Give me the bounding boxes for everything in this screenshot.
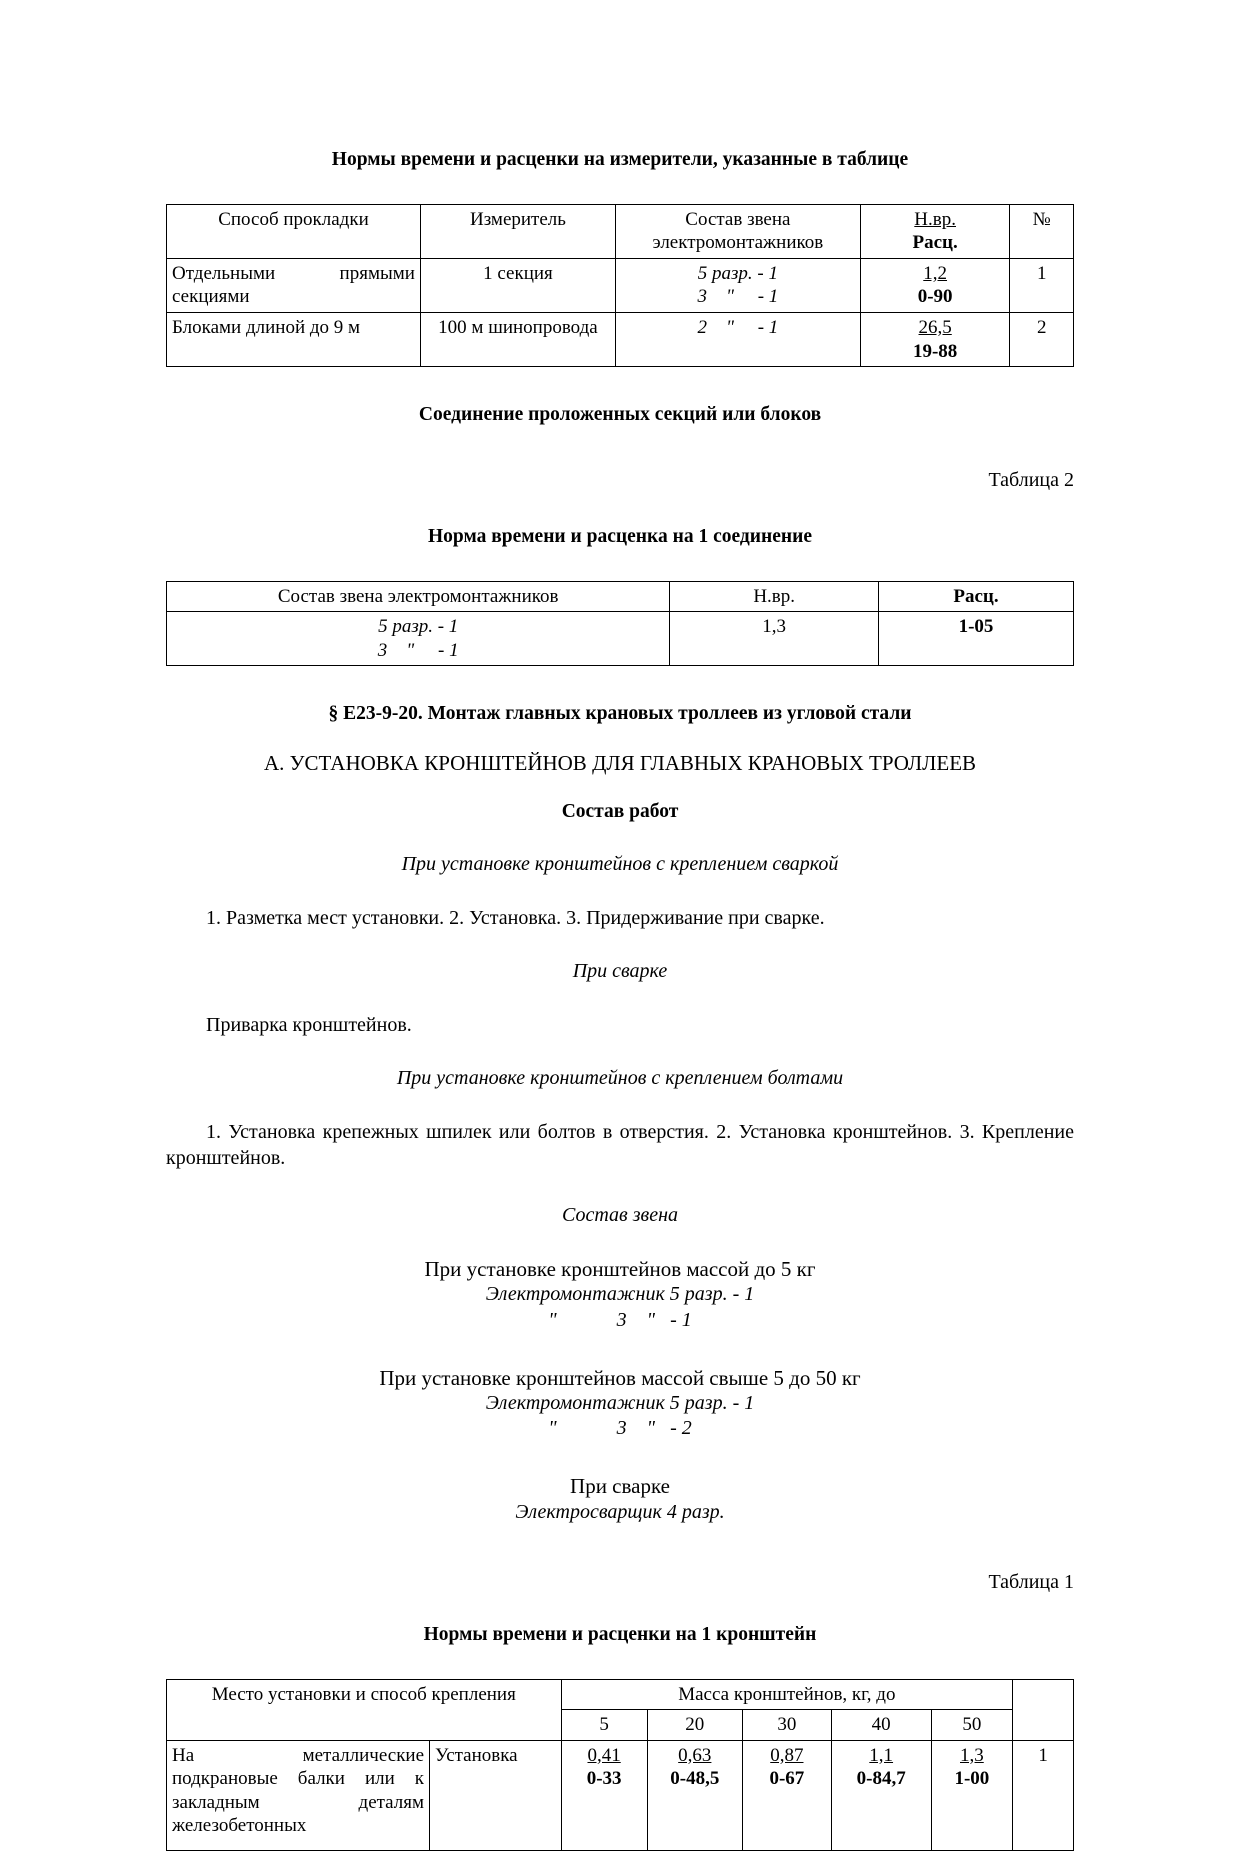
cell-norm-rate — [860, 258, 1010, 312]
cell-text-norm: 1,2 — [923, 262, 948, 284]
table1-caption: Нормы времени и расценки на измерители, указанные в таблице — [331, 149, 909, 170]
header-label-rate: Расц. — [953, 585, 999, 607]
cell-value-mass-50 — [931, 1740, 1013, 1850]
crew-line-upto-5kg-1: Электромонтажник 5 разр. - 1 — [485, 1283, 755, 1306]
crew-condition-welding: При сварке — [570, 1474, 670, 1499]
header-cell-mass-40 — [831, 1710, 931, 1741]
cell-rate — [878, 612, 1073, 666]
cell-text-norm-30: 0,87 — [770, 1744, 804, 1766]
header-cell-number — [1013, 1679, 1074, 1740]
cell-norm-wrap-30 — [748, 1744, 826, 1768]
header-cell-mass-20 — [647, 1710, 742, 1741]
table-row-header — [167, 204, 1074, 258]
cell-value-mass-40 — [831, 1740, 931, 1850]
cell-value-mass-30 — [742, 1740, 831, 1850]
cell-text-rate-20: 0-48,5 — [670, 1768, 720, 1790]
cell-text-operation: Установка — [435, 1744, 518, 1766]
header-cell-crew — [167, 581, 670, 612]
cell-norm-wrap-50 — [937, 1744, 1008, 1768]
paragraph-heading: § Е23-9-20. Монтаж главных крановых троллеев из угловой стали — [328, 703, 912, 725]
section-subheading: А. УСТАНОВКА КРОНШТЕЙНОВ ДЛЯ ГЛАВНЫХ КРАНОВЫХ ТРОЛЛЕЕВ — [263, 751, 977, 776]
cell-text-number: 1 — [1036, 262, 1047, 284]
cell-value-mass-5 — [561, 1740, 647, 1850]
cell-number — [1010, 258, 1074, 312]
cell-norm-wrap-40 — [837, 1744, 926, 1768]
works-composition-title: Состав работ — [561, 801, 679, 823]
cell-value-mass-20 — [647, 1740, 742, 1850]
case-title-bolt-mount: При установке кронштейнов с креплением болтами — [396, 1067, 844, 1090]
table-row — [167, 312, 1074, 366]
crew-composition-title: Состав звена — [561, 1204, 678, 1227]
cell-unit — [420, 258, 615, 312]
header-cell-norm — [670, 581, 879, 612]
header-label-mass-group: Масса кронштейнов, кг, до — [678, 1683, 896, 1705]
case-body-bolt-mount: 1. Установка крепежных шпилек или болтов в отверстия. 2. Установка кронштейнов. 3. Крепление кронштейнов. — [166, 1121, 1074, 1170]
header-cell-rate — [878, 581, 1073, 612]
table-number-label-1: Таблица 1 — [988, 1570, 1074, 1593]
header-label-place: Место установки и способ крепления — [211, 1683, 516, 1705]
cell-crew — [615, 258, 860, 312]
header-label-mass-50: 50 — [962, 1714, 982, 1736]
header-label-mass-40: 40 — [871, 1714, 891, 1736]
table-row — [167, 258, 1074, 312]
cell-text-norm-40: 1,1 — [869, 1744, 894, 1766]
cell-place — [167, 1740, 430, 1850]
cell-text-norm-50: 1,3 — [960, 1744, 984, 1766]
header-label-crew-line1: Состав звена — [685, 208, 791, 230]
table-row-header — [167, 581, 1074, 612]
header-cell-method — [167, 204, 421, 258]
cell-text-rate: 1-05 — [958, 616, 994, 638]
cell-text-number: 2 — [1036, 316, 1047, 338]
case-body-welding-mount: 1. Разметка мест установки. 2. Установка. 3. Придерживание при сварке. — [206, 907, 825, 930]
cell-norm-rate — [860, 312, 1010, 366]
table-row — [167, 612, 1074, 666]
case-body-welding: Приварка кронштейнов. — [206, 1014, 412, 1037]
cell-unit — [420, 312, 615, 366]
header-cell-crew — [615, 204, 860, 258]
crew-condition-5-to-50kg: При установке кронштейнов массой свыше 5 до 50 кг — [379, 1365, 861, 1390]
cell-text-rate: 19-88 — [912, 340, 958, 362]
crew-line-welding-1: Электросварщик 4 разр. — [515, 1500, 725, 1523]
cell-norm-wrap-20 — [653, 1744, 737, 1768]
subsection-title-connection: Соединение проложенных секций или блоков — [418, 404, 822, 426]
cell-text-method: Отдельными прямыми секциями — [172, 262, 415, 308]
header-cell-norm-rate — [860, 204, 1010, 258]
cell-number — [1010, 312, 1074, 366]
header-label-mass-5: 5 — [599, 1714, 609, 1736]
header-cell-mass-30 — [742, 1710, 831, 1741]
header-cell-unit — [420, 204, 615, 258]
header-label-unit: Измеритель — [469, 208, 566, 230]
crew-line-upto-5kg-2: " 3 " - 1 — [548, 1308, 692, 1331]
header-label-method: Способ прокладки — [218, 208, 369, 230]
header-label-crew: Состав звена электромонтажников — [277, 585, 559, 607]
cell-text-norm-5: 0,41 — [587, 1744, 621, 1766]
header-cell-mass-group — [561, 1679, 1013, 1710]
table-row-header — [167, 1679, 1074, 1710]
cell-text-norm: 26,5 — [918, 316, 952, 338]
norms-table-1 — [166, 204, 1074, 367]
cell-text-rate-30: 0-67 — [769, 1768, 805, 1790]
header-label-crew-line2: электромонтажников — [652, 232, 824, 254]
cell-crew — [615, 312, 860, 366]
cell-text-crew-line2: 3 " - 1 — [377, 639, 459, 661]
norms-table-3 — [166, 1679, 1074, 1851]
cell-text-number: 1 — [1038, 1744, 1048, 1766]
header-label-norm: Н.вр. — [753, 585, 796, 607]
cell-norm-wrap — [866, 316, 1005, 340]
crew-line-5-to-50kg-2: " 3 " - 2 — [548, 1417, 692, 1440]
table2-caption: Норма времени и расценка на 1 соединение — [427, 525, 812, 547]
header-label-number: № — [1032, 208, 1051, 230]
cell-text-rate-50: 1-00 — [954, 1768, 990, 1790]
cell-number — [1013, 1740, 1074, 1850]
table-number-label-2: Таблица 2 — [988, 468, 1074, 491]
header-label-rate: Расц. — [912, 232, 958, 254]
cell-norm-wrap — [866, 262, 1005, 286]
table-row — [167, 1740, 1074, 1850]
header-cell-number — [1010, 204, 1074, 258]
cell-text-crew-line1: 2 " - 1 — [697, 316, 779, 338]
crew-line-5-to-50kg-1: Электромонтажник 5 разр. - 1 — [485, 1391, 755, 1414]
cell-text-unit: 1 секция — [483, 262, 553, 284]
header-label-norm: Н.вр. — [914, 208, 956, 230]
cell-text-rate: 0-90 — [917, 286, 953, 308]
cell-text-crew-line2: 3 " - 1 — [697, 286, 779, 308]
cell-norm-wrap-5 — [567, 1744, 642, 1768]
cell-text-place: На металлические подкрановые балки или к закладным деталям железобетонных — [172, 1744, 425, 1837]
table3-caption: Нормы времени и расценки на 1 кронштейн — [423, 1623, 817, 1645]
header-cell-mass-50 — [931, 1710, 1013, 1741]
cell-text-rate-40: 0-84,7 — [856, 1768, 906, 1790]
crew-condition-upto-5kg: При установке кронштейнов массой до 5 кг — [424, 1257, 816, 1282]
header-cell-mass-5 — [561, 1710, 647, 1741]
cell-norm — [670, 612, 879, 666]
cell-text-method: Блоками длиной до 9 м — [172, 316, 361, 338]
cell-text-crew-line1: 5 разр. - 1 — [378, 616, 459, 638]
cell-text-norm: 1,3 — [762, 616, 787, 638]
cell-text-norm-20: 0,63 — [678, 1744, 712, 1766]
header-label-mass-30: 30 — [777, 1714, 797, 1736]
cell-operation — [430, 1740, 562, 1850]
cell-text-crew-line1: 5 разр. - 1 — [697, 262, 779, 284]
case-title-welding: При сварке — [572, 960, 668, 983]
header-label-mass-20: 20 — [685, 1714, 705, 1736]
cell-method — [167, 312, 421, 366]
header-cell-place — [167, 1679, 562, 1740]
cell-crew — [167, 612, 670, 666]
norms-table-2 — [166, 581, 1074, 667]
cell-method — [167, 258, 421, 312]
case-title-welding-mount: При установке кронштейнов с креплением сваркой — [401, 853, 839, 876]
cell-text-unit: 100 м шинопровода — [438, 316, 598, 338]
cell-text-rate-5: 0-33 — [586, 1768, 622, 1790]
